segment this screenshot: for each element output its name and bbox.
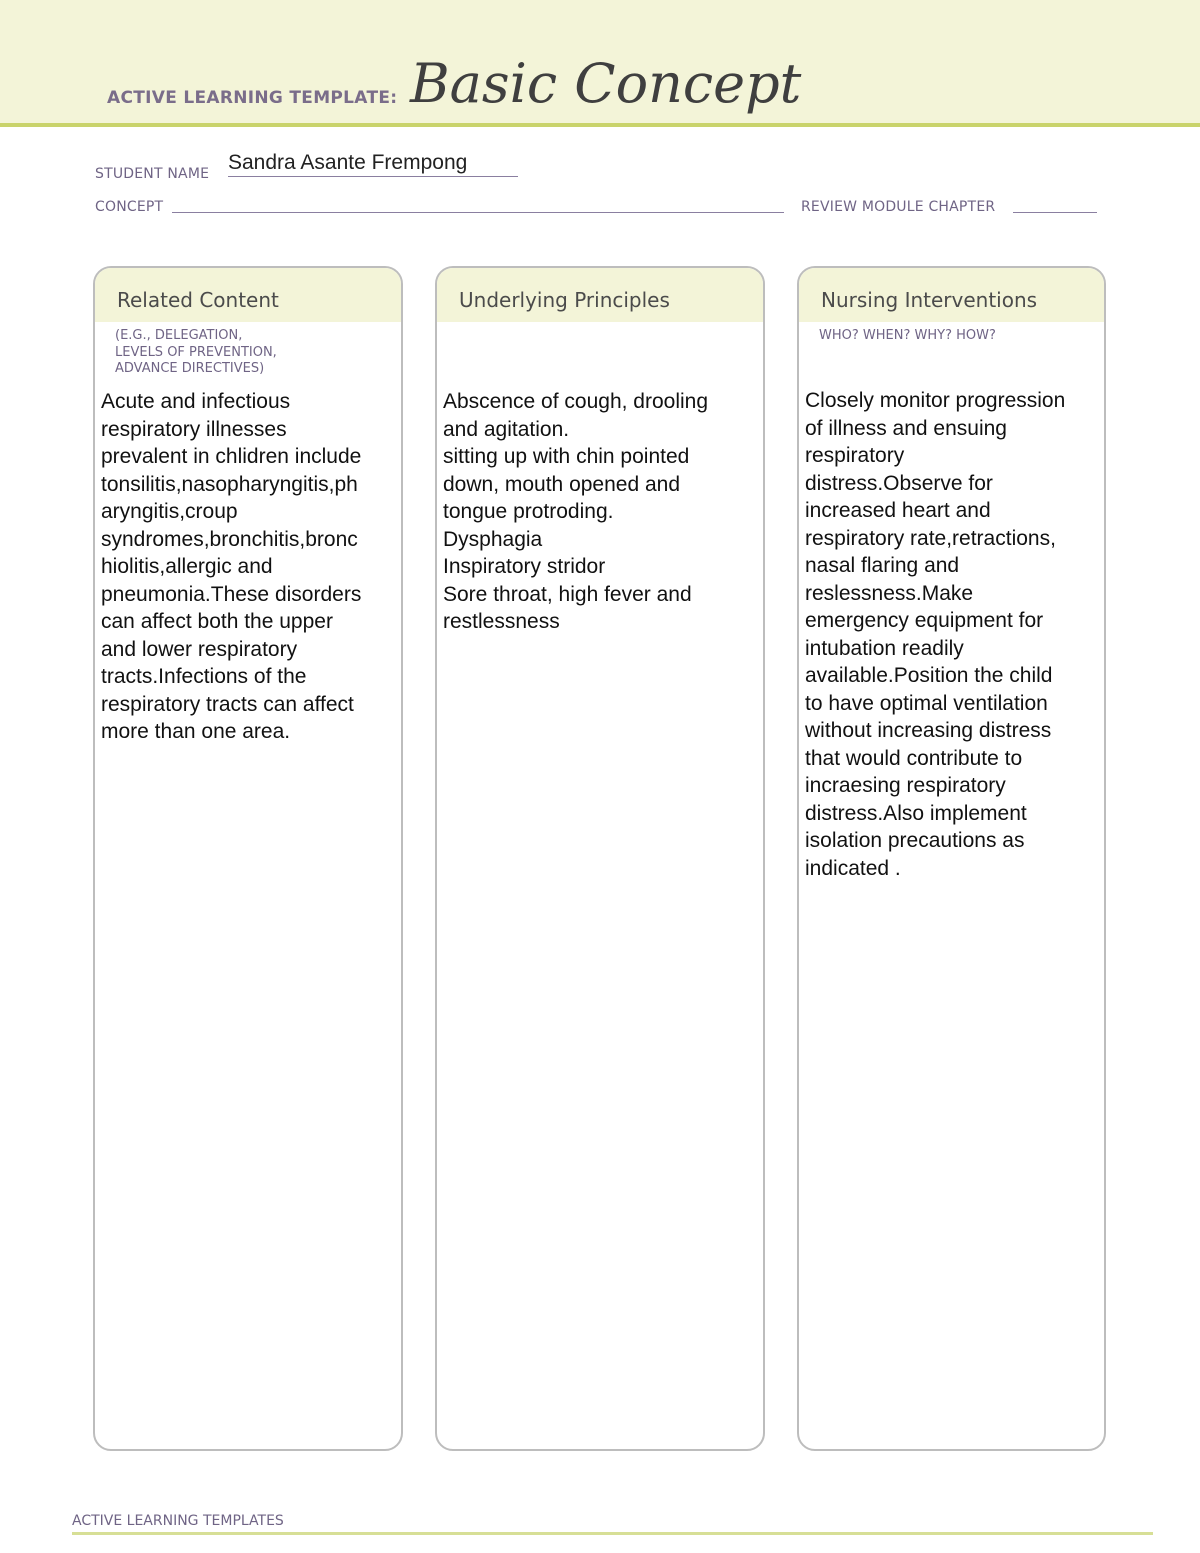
related-content-text[interactable]: Acute and infectious respiratory illnesses prevalent in chlidren include tonsilitis,nasopharyngitis,ph aryngitis,croup syndromes,bronchitis,bronc hiolitis,allergic and pneumonia.These disorders can affect both the upper and lower respiratory tracts.Infections of the respiratory tracts can affect more than one area. [101,390,362,743]
underlying-principles-card [435,266,765,1451]
nursing-interventions-card [797,266,1106,1451]
card-subtitle: (E.G., DELEGATION, LEVELS OF PREVENTION, ADVANCE DIRECTIVES) [115,328,277,376]
concept-field[interactable] [172,212,784,213]
concept-label: CONCEPT [95,199,164,215]
footer-text: ACTIVE LEARNING TEMPLATES [72,1513,284,1529]
nursing-interventions-text[interactable]: Closely monitor progression of illness and ensuing respiratory distress.Observe for increased heart and respiratory rate,retractions, nasal flaring and reslessness.Make emergency equipment for intubation readily available.Position the child to have optimal ventilation without increasing distress that would contribute to incraesing respiratory distress.Also implement isolation precautions as indicated . [805,389,1066,880]
template-label: ACTIVE LEARNING TEMPLATE: [107,88,398,108]
underlying-principles-text[interactable]: Abscence of cough, drooling and agitation. sitting up with chin pointed down, mouth opened and tongue protroding. Dysphagia Inspiratory stridor Sore throat, high fever and restlessness [443,390,709,633]
card-title: Underlying Principles [459,288,670,312]
footer-rule [72,1532,1153,1535]
student-name-label: STUDENT NAME [95,166,210,182]
student-name-field[interactable]: Sandra Asante Frempong [228,151,468,174]
card-header [799,268,1104,322]
related-content-card [93,266,403,1451]
review-module-field[interactable] [1013,212,1097,213]
template-title: Basic Concept [410,52,802,115]
card-header [95,268,401,322]
card-subtitle: WHO? WHEN? WHY? HOW? [819,328,996,343]
card-title: Nursing Interventions [821,288,1038,312]
header-rule [0,123,1200,127]
card-title: Related Content [117,288,279,312]
student-name-line [228,176,518,177]
review-module-label: REVIEW MODULE CHAPTER [801,199,996,215]
card-header [437,268,763,322]
